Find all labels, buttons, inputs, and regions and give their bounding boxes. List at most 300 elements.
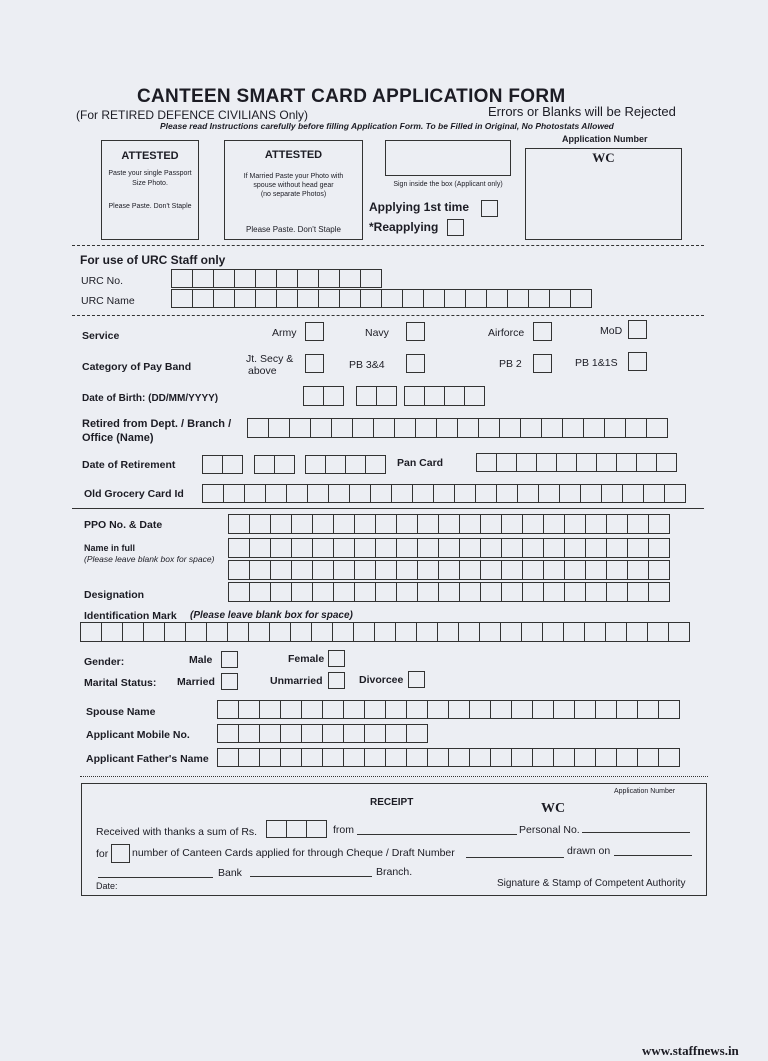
character-box[interactable] [291, 582, 313, 602]
character-box[interactable] [356, 386, 377, 406]
character-box[interactable] [480, 560, 502, 580]
character-box[interactable] [528, 289, 550, 308]
marital-unmarried-checkbox[interactable] [328, 672, 345, 689]
dob-year-boxes[interactable] [404, 386, 485, 406]
character-box[interactable] [269, 622, 291, 642]
character-box[interactable] [459, 582, 481, 602]
character-box[interactable] [469, 700, 491, 719]
retirement-year-boxes[interactable] [305, 455, 386, 474]
applying-first-checkbox[interactable] [481, 200, 498, 217]
character-box[interactable] [227, 622, 249, 642]
character-box[interactable] [626, 622, 648, 642]
character-box[interactable] [507, 289, 529, 308]
character-box[interactable] [522, 514, 544, 534]
character-box[interactable] [396, 582, 418, 602]
character-box[interactable] [437, 622, 459, 642]
character-box[interactable] [301, 748, 323, 767]
character-box[interactable] [333, 514, 355, 534]
character-box[interactable] [297, 289, 319, 308]
character-box[interactable] [423, 289, 445, 308]
character-box[interactable] [496, 484, 518, 503]
character-box[interactable] [511, 748, 533, 767]
character-box[interactable] [522, 582, 544, 602]
character-box[interactable] [206, 622, 228, 642]
character-box[interactable] [436, 418, 458, 438]
character-box[interactable] [339, 269, 361, 288]
pay-band-pb34-checkbox[interactable] [406, 354, 425, 373]
character-box[interactable] [290, 622, 312, 642]
character-box[interactable] [289, 418, 311, 438]
character-box[interactable] [259, 748, 281, 767]
character-box[interactable] [601, 484, 623, 503]
character-box[interactable] [417, 560, 439, 580]
character-box[interactable] [265, 484, 287, 503]
character-box[interactable] [228, 560, 250, 580]
character-box[interactable] [500, 622, 522, 642]
character-box[interactable] [406, 724, 428, 743]
character-box[interactable] [475, 484, 497, 503]
service-navy-checkbox[interactable] [406, 322, 425, 341]
character-box[interactable] [312, 538, 334, 558]
character-box[interactable] [259, 724, 281, 743]
character-box[interactable] [291, 560, 313, 580]
character-box[interactable] [564, 514, 586, 534]
character-box[interactable] [373, 418, 395, 438]
character-box[interactable] [270, 582, 292, 602]
character-box[interactable] [331, 418, 353, 438]
character-box[interactable] [333, 538, 355, 558]
character-box[interactable] [395, 622, 417, 642]
character-box[interactable] [217, 700, 239, 719]
character-box[interactable] [444, 289, 466, 308]
character-box[interactable] [511, 700, 533, 719]
character-box[interactable] [222, 455, 243, 474]
character-box[interactable] [574, 700, 596, 719]
character-box[interactable] [417, 514, 439, 534]
character-box[interactable] [549, 289, 571, 308]
character-box[interactable] [478, 418, 500, 438]
character-box[interactable] [438, 514, 460, 534]
character-box[interactable] [376, 386, 397, 406]
character-box[interactable] [622, 484, 644, 503]
character-box[interactable] [375, 560, 397, 580]
character-box[interactable] [364, 700, 386, 719]
reapplying-checkbox[interactable] [447, 219, 464, 236]
mobile-boxes[interactable] [217, 724, 428, 743]
character-box[interactable] [448, 700, 470, 719]
retirement-day-boxes[interactable] [202, 455, 243, 474]
character-box[interactable] [255, 269, 277, 288]
character-box[interactable] [412, 484, 434, 503]
character-box[interactable] [280, 700, 302, 719]
character-box[interactable] [648, 582, 670, 602]
character-box[interactable] [605, 622, 627, 642]
character-box[interactable] [259, 700, 281, 719]
character-box[interactable] [352, 418, 374, 438]
character-box[interactable] [354, 514, 376, 534]
character-box[interactable] [606, 560, 628, 580]
character-box[interactable] [80, 622, 102, 642]
character-box[interactable] [280, 748, 302, 767]
character-box[interactable] [286, 484, 308, 503]
character-box[interactable] [312, 560, 334, 580]
character-box[interactable] [343, 724, 365, 743]
character-box[interactable] [417, 582, 439, 602]
spouse-photo-box[interactable] [224, 140, 363, 240]
designation-boxes[interactable] [228, 582, 670, 602]
character-box[interactable] [291, 538, 313, 558]
character-box[interactable] [305, 455, 326, 474]
character-box[interactable] [517, 484, 539, 503]
character-box[interactable] [297, 269, 319, 288]
character-box[interactable] [636, 453, 657, 472]
character-box[interactable] [465, 289, 487, 308]
character-box[interactable] [553, 700, 575, 719]
character-box[interactable] [274, 455, 295, 474]
character-box[interactable] [646, 418, 668, 438]
character-box[interactable] [627, 538, 649, 558]
character-box[interactable] [333, 560, 355, 580]
gender-female-checkbox[interactable] [328, 650, 345, 667]
character-box[interactable] [406, 700, 428, 719]
character-box[interactable] [312, 514, 334, 534]
character-box[interactable] [375, 582, 397, 602]
character-box[interactable] [656, 453, 677, 472]
character-box[interactable] [122, 622, 144, 642]
character-box[interactable] [311, 622, 333, 642]
character-box[interactable] [354, 582, 376, 602]
character-box[interactable] [270, 538, 292, 558]
pan-card-boxes[interactable] [476, 453, 677, 472]
character-box[interactable] [585, 560, 607, 580]
character-box[interactable] [310, 418, 332, 438]
character-box[interactable] [458, 622, 480, 642]
character-box[interactable] [394, 418, 416, 438]
character-box[interactable] [332, 622, 354, 642]
character-box[interactable] [228, 582, 250, 602]
character-box[interactable] [268, 418, 290, 438]
character-box[interactable] [595, 700, 617, 719]
character-box[interactable] [563, 622, 585, 642]
character-box[interactable] [228, 514, 250, 534]
character-box[interactable] [574, 748, 596, 767]
application-number-box[interactable] [525, 148, 682, 240]
character-box[interactable] [564, 582, 586, 602]
character-box[interactable] [585, 582, 607, 602]
character-box[interactable] [522, 538, 544, 558]
character-box[interactable] [469, 748, 491, 767]
character-box[interactable] [625, 418, 647, 438]
character-box[interactable] [427, 748, 449, 767]
character-box[interactable] [248, 622, 270, 642]
character-box[interactable] [364, 748, 386, 767]
character-box[interactable] [349, 484, 371, 503]
character-box[interactable] [444, 386, 465, 406]
receipt-personal-no-line[interactable] [582, 832, 690, 833]
character-box[interactable] [396, 514, 418, 534]
character-box[interactable] [595, 748, 617, 767]
character-box[interactable] [486, 289, 508, 308]
character-box[interactable] [217, 724, 239, 743]
character-box[interactable] [385, 700, 407, 719]
pay-band-pb1-checkbox[interactable] [628, 352, 647, 371]
character-box[interactable] [343, 700, 365, 719]
character-box[interactable] [416, 622, 438, 642]
character-box[interactable] [276, 289, 298, 308]
old-grocery-boxes[interactable] [202, 484, 686, 503]
character-box[interactable] [312, 582, 334, 602]
retired-from-boxes[interactable] [247, 418, 668, 438]
ppo-boxes[interactable] [228, 514, 670, 534]
signature-box[interactable] [385, 140, 511, 176]
character-box[interactable] [643, 484, 665, 503]
character-box[interactable] [556, 453, 577, 472]
character-box[interactable] [291, 514, 313, 534]
character-box[interactable] [360, 289, 382, 308]
character-box[interactable] [375, 538, 397, 558]
character-box[interactable] [247, 418, 269, 438]
marital-divorcee-checkbox[interactable] [408, 671, 425, 688]
character-box[interactable] [322, 700, 344, 719]
character-box[interactable] [553, 748, 575, 767]
character-box[interactable] [249, 514, 271, 534]
gender-male-checkbox[interactable] [221, 651, 238, 668]
service-army-checkbox[interactable] [305, 322, 324, 341]
character-box[interactable] [637, 700, 659, 719]
character-box[interactable] [238, 724, 260, 743]
character-box[interactable] [406, 748, 428, 767]
character-box[interactable] [433, 484, 455, 503]
character-box[interactable] [427, 700, 449, 719]
character-box[interactable] [501, 560, 523, 580]
receipt-drawn-on-line[interactable] [614, 855, 692, 856]
character-box[interactable] [480, 582, 502, 602]
character-box[interactable] [364, 724, 386, 743]
character-box[interactable] [501, 538, 523, 558]
character-box[interactable] [459, 538, 481, 558]
character-box[interactable] [648, 514, 670, 534]
character-box[interactable] [385, 724, 407, 743]
character-box[interactable] [303, 386, 324, 406]
receipt-bank-line[interactable] [98, 877, 213, 878]
character-box[interactable] [143, 622, 165, 642]
character-box[interactable] [415, 418, 437, 438]
name-row-2-boxes[interactable] [228, 560, 670, 580]
character-box[interactable] [459, 560, 481, 580]
character-box[interactable] [249, 560, 271, 580]
retirement-month-boxes[interactable] [254, 455, 295, 474]
marital-married-checkbox[interactable] [221, 673, 238, 690]
character-box[interactable] [234, 289, 256, 308]
character-box[interactable] [516, 453, 537, 472]
character-box[interactable] [370, 484, 392, 503]
character-box[interactable] [276, 269, 298, 288]
dob-month-boxes[interactable] [356, 386, 397, 406]
character-box[interactable] [374, 622, 396, 642]
character-box[interactable] [532, 700, 554, 719]
character-box[interactable] [164, 622, 186, 642]
character-box[interactable] [438, 582, 460, 602]
character-box[interactable] [339, 289, 361, 308]
character-box[interactable] [647, 622, 669, 642]
character-box[interactable] [396, 560, 418, 580]
character-box[interactable] [438, 538, 460, 558]
character-box[interactable] [564, 560, 586, 580]
character-box[interactable] [322, 724, 344, 743]
character-box[interactable] [328, 484, 350, 503]
character-box[interactable] [457, 418, 479, 438]
character-box[interactable] [354, 560, 376, 580]
id-mark-boxes[interactable] [80, 622, 690, 642]
character-box[interactable] [223, 484, 245, 503]
name-row-1-boxes[interactable] [228, 538, 670, 558]
character-box[interactable] [192, 289, 214, 308]
character-box[interactable] [648, 538, 670, 558]
character-box[interactable] [238, 748, 260, 767]
character-box[interactable] [501, 514, 523, 534]
character-box[interactable] [627, 514, 649, 534]
character-box[interactable] [627, 560, 649, 580]
character-box[interactable] [391, 484, 413, 503]
character-box[interactable] [234, 269, 256, 288]
character-box[interactable] [576, 453, 597, 472]
character-box[interactable] [543, 582, 565, 602]
character-box[interactable] [606, 582, 628, 602]
character-box[interactable] [185, 622, 207, 642]
character-box[interactable] [322, 748, 344, 767]
character-box[interactable] [202, 484, 224, 503]
character-box[interactable] [213, 269, 235, 288]
character-box[interactable] [404, 386, 425, 406]
character-box[interactable] [542, 622, 564, 642]
service-airforce-checkbox[interactable] [533, 322, 552, 341]
character-box[interactable] [521, 622, 543, 642]
character-box[interactable] [360, 269, 382, 288]
character-box[interactable] [249, 538, 271, 558]
character-box[interactable] [490, 700, 512, 719]
character-box[interactable] [375, 514, 397, 534]
character-box[interactable] [333, 582, 355, 602]
father-name-boxes[interactable] [217, 748, 680, 767]
character-box[interactable] [318, 269, 340, 288]
character-box[interactable] [217, 748, 239, 767]
character-box[interactable] [280, 724, 302, 743]
passport-photo-box[interactable] [101, 140, 199, 240]
character-box[interactable] [637, 748, 659, 767]
character-box[interactable] [171, 289, 193, 308]
character-box[interactable] [238, 700, 260, 719]
character-box[interactable] [522, 560, 544, 580]
receipt-branch-line[interactable] [250, 876, 372, 877]
character-box[interactable] [570, 289, 592, 308]
character-box[interactable] [286, 820, 307, 838]
character-box[interactable] [381, 289, 403, 308]
character-box[interactable] [345, 455, 366, 474]
service-mod-checkbox[interactable] [628, 320, 647, 339]
character-box[interactable] [668, 622, 690, 642]
character-box[interactable] [101, 622, 123, 642]
character-box[interactable] [213, 289, 235, 308]
urc-no-boxes[interactable] [171, 269, 382, 288]
character-box[interactable] [616, 748, 638, 767]
character-box[interactable] [564, 538, 586, 558]
pay-band-pb2-checkbox[interactable] [533, 354, 552, 373]
character-box[interactable] [562, 418, 584, 438]
character-box[interactable] [476, 453, 497, 472]
character-box[interactable] [385, 748, 407, 767]
character-box[interactable] [479, 622, 501, 642]
character-box[interactable] [585, 538, 607, 558]
character-box[interactable] [171, 269, 193, 288]
character-box[interactable] [325, 455, 346, 474]
character-box[interactable] [648, 560, 670, 580]
character-box[interactable] [228, 538, 250, 558]
character-box[interactable] [543, 514, 565, 534]
dob-day-boxes[interactable] [303, 386, 344, 406]
character-box[interactable] [459, 514, 481, 534]
character-box[interactable] [270, 560, 292, 580]
character-box[interactable] [464, 386, 485, 406]
character-box[interactable] [604, 418, 626, 438]
character-box[interactable] [448, 748, 470, 767]
pay-band-jtsecy-checkbox[interactable] [305, 354, 324, 373]
character-box[interactable] [266, 820, 287, 838]
character-box[interactable] [532, 748, 554, 767]
character-box[interactable] [480, 538, 502, 558]
character-box[interactable] [585, 514, 607, 534]
character-box[interactable] [499, 418, 521, 438]
spouse-name-boxes[interactable] [217, 700, 680, 719]
character-box[interactable] [496, 453, 517, 472]
character-box[interactable] [616, 453, 637, 472]
character-box[interactable] [501, 582, 523, 602]
character-box[interactable] [664, 484, 686, 503]
character-box[interactable] [538, 484, 560, 503]
character-box[interactable] [343, 748, 365, 767]
character-box[interactable] [543, 560, 565, 580]
receipt-cards-count-box[interactable] [111, 844, 130, 863]
character-box[interactable] [658, 748, 680, 767]
character-box[interactable] [583, 418, 605, 438]
character-box[interactable] [543, 538, 565, 558]
character-box[interactable] [318, 289, 340, 308]
character-box[interactable] [365, 455, 386, 474]
character-box[interactable] [202, 455, 223, 474]
character-box[interactable] [580, 484, 602, 503]
character-box[interactable] [270, 514, 292, 534]
urc-name-boxes[interactable] [171, 289, 592, 308]
character-box[interactable] [402, 289, 424, 308]
character-box[interactable] [658, 700, 680, 719]
character-box[interactable] [396, 538, 418, 558]
character-box[interactable] [541, 418, 563, 438]
character-box[interactable] [249, 582, 271, 602]
character-box[interactable] [616, 700, 638, 719]
character-box[interactable] [490, 748, 512, 767]
character-box[interactable] [627, 582, 649, 602]
receipt-cheque-line[interactable] [466, 857, 564, 858]
character-box[interactable] [254, 455, 275, 474]
character-box[interactable] [244, 484, 266, 503]
receipt-from-line[interactable] [357, 834, 517, 835]
character-box[interactable] [353, 622, 375, 642]
character-box[interactable] [559, 484, 581, 503]
character-box[interactable] [454, 484, 476, 503]
character-box[interactable] [520, 418, 542, 438]
character-box[interactable] [606, 538, 628, 558]
character-box[interactable] [480, 514, 502, 534]
character-box[interactable] [536, 453, 557, 472]
